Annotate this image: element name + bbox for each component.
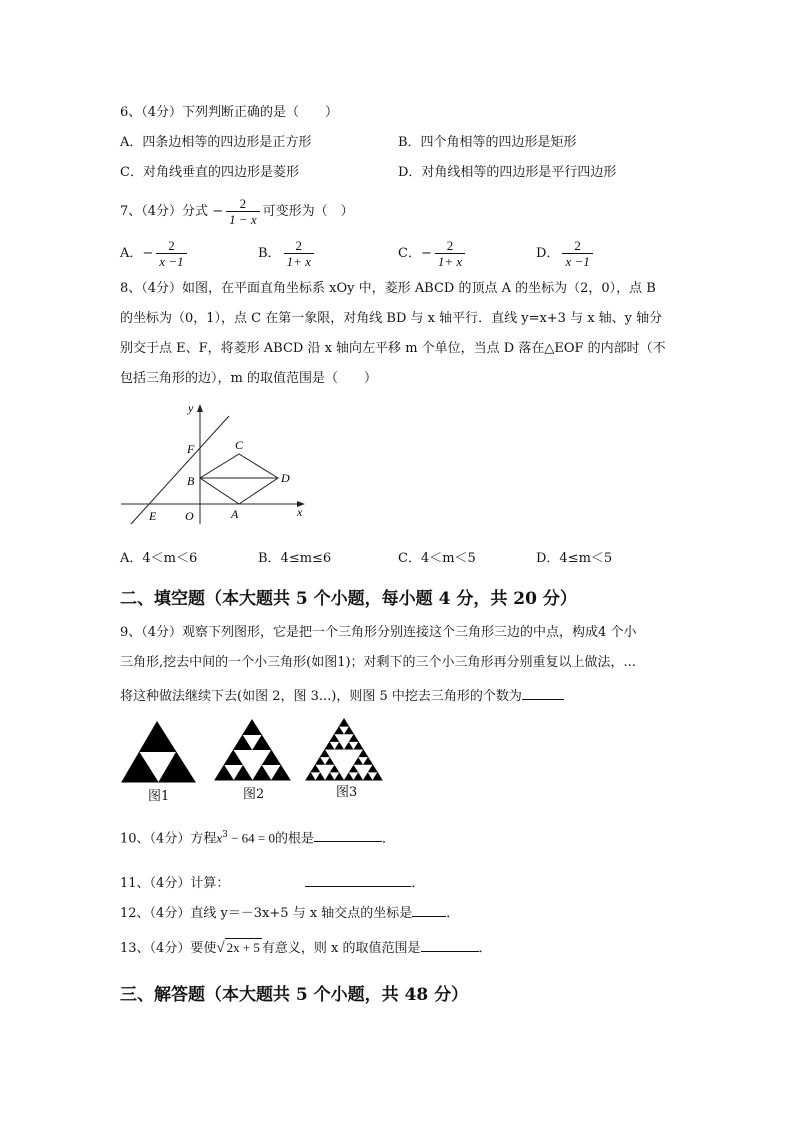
q12-answer-blank[interactable] bbox=[412, 903, 446, 917]
q10-eq-x: x bbox=[216, 830, 223, 846]
q7-option-b bbox=[258, 236, 317, 272]
q7-opt-a-num: 2 bbox=[156, 238, 186, 254]
q6-option-c: C．对角线垂直的四边形是菱形 bbox=[120, 165, 299, 180]
q10-post: 的根是 bbox=[275, 831, 315, 847]
q7-stem-pre: 7、（4分）分式 bbox=[120, 204, 209, 219]
q10-end: ． bbox=[382, 831, 396, 847]
label-a: A bbox=[231, 507, 239, 521]
q7-opt-a-sign: − bbox=[142, 246, 154, 261]
q11 bbox=[120, 873, 424, 893]
q10-eq-exp: 3 bbox=[222, 830, 228, 840]
q12 bbox=[120, 903, 459, 923]
q9-caption-1: 图1 bbox=[148, 789, 170, 804]
q13-answer-blank[interactable] bbox=[421, 938, 479, 952]
q7-stem-post: 可变形为（ ） bbox=[262, 204, 354, 219]
q7-stem-den: 1 − x bbox=[229, 212, 257, 227]
label-c: C bbox=[235, 438, 244, 452]
q11-pre: 11、（4分）计算： bbox=[120, 876, 230, 891]
q7-stem-num: 2 bbox=[226, 196, 260, 212]
q7-stem bbox=[120, 194, 354, 230]
line-efx bbox=[131, 416, 229, 524]
q7-opt-c-fraction bbox=[435, 238, 465, 269]
q7-opt-b-num: 2 bbox=[284, 238, 314, 254]
q7-stem-fraction bbox=[226, 196, 260, 227]
section-3-heading: 三、解答题（本大题共 5 个小题，共 48 分） bbox=[120, 985, 469, 1005]
q13 bbox=[120, 938, 492, 958]
q7-opt-d-label: D． bbox=[536, 246, 560, 261]
y-axis-arrow-icon bbox=[197, 404, 203, 412]
q9-line-3-text: 将这种做法继续下去(如图 2，图 3...)，则图 5 中挖去三角形的个数为 bbox=[120, 689, 522, 704]
q8-figure bbox=[115, 398, 315, 528]
label-f: F bbox=[187, 442, 195, 456]
q13-radicand: 2x + 5 bbox=[226, 940, 260, 955]
q10-eq-rest: − 64 = 0 bbox=[227, 830, 276, 846]
q12-text: 12、（4分）直线 y＝－3x+5 与 x 轴交点的坐标是 bbox=[120, 906, 413, 921]
q9-caption-2: 图2 bbox=[243, 787, 265, 802]
q7-opt-b-label: B． bbox=[258, 246, 281, 261]
q7-option-c bbox=[398, 236, 468, 272]
q7-option-d bbox=[536, 236, 596, 272]
q7-opt-c-sign: − bbox=[420, 246, 432, 261]
sqrt-icon: √ bbox=[216, 940, 225, 956]
label-o: O bbox=[185, 509, 194, 523]
q11-end: ． bbox=[411, 876, 425, 891]
q6-option-b: B．四个角相等的四边形是矩形 bbox=[398, 135, 577, 150]
q8-option-a: A．4＜m＜6 bbox=[120, 551, 198, 566]
q7-opt-c-den: 1+ x bbox=[437, 254, 463, 269]
q7-opt-a-label: A． bbox=[120, 246, 143, 261]
label-e: E bbox=[149, 509, 157, 523]
q13-pre: 13、（4分）要使 bbox=[120, 941, 217, 956]
q9-caption-3: 图3 bbox=[336, 785, 358, 800]
rhombus-abcd bbox=[200, 454, 278, 504]
sierpinski-figure-3 bbox=[306, 719, 382, 780]
q13-end: ． bbox=[478, 941, 492, 956]
q9-line-2: 三角形,挖去中间的一个小三角形(如图1)；对剩下的三个小三角形再分别重复以上做法，... bbox=[120, 655, 636, 670]
label-b: B bbox=[187, 474, 195, 488]
label-d: D bbox=[281, 471, 290, 485]
q8-option-c: C．4＜m＜5 bbox=[398, 551, 476, 566]
sierpinski-figure-2 bbox=[215, 720, 290, 780]
q10-answer-blank[interactable] bbox=[314, 828, 382, 842]
q7-opt-d-fraction bbox=[562, 238, 592, 269]
section-2-heading: 二、填空题（本大题共 5 个小题，每小题 4 分，共 20 分） bbox=[120, 589, 577, 609]
q8-option-d: D．4≤m＜5 bbox=[536, 551, 613, 566]
q7-opt-a-fraction bbox=[156, 238, 186, 269]
q6-stem: 6、（4分）下列判断正确的是（ ） bbox=[120, 105, 339, 120]
q8-line-2: 的坐标为（0，1），点 C 在第一象限，对角线 BD 与 x 轴平行．直线 y=x+3 与 x 轴、y 轴分 bbox=[120, 311, 663, 326]
q6-option-a: A．四条边相等的四边形是正方形 bbox=[120, 135, 312, 150]
q10 bbox=[120, 826, 395, 848]
sierpinski-figure-1 bbox=[122, 722, 195, 782]
q7-opt-b-fraction bbox=[284, 238, 314, 269]
label-x: x bbox=[297, 505, 303, 519]
q8-line-4: 包括三角形的边），m 的取值范围是（ ） bbox=[120, 371, 377, 386]
q7-opt-a-den: x −1 bbox=[159, 254, 184, 269]
q7-stem-sign: − bbox=[212, 204, 224, 219]
q7-opt-b-den: 1+ x bbox=[286, 254, 311, 269]
q12-end: ． bbox=[446, 906, 460, 921]
q8-option-b: B．4≤m≤6 bbox=[258, 551, 332, 566]
q7-option-a bbox=[120, 236, 190, 272]
q11-answer-blank[interactable] bbox=[305, 873, 411, 887]
q9-answer-blank[interactable] bbox=[522, 686, 564, 700]
label-y: y bbox=[188, 401, 194, 415]
q7-opt-c-num: 2 bbox=[435, 238, 465, 254]
q9-line-1: 9、（4分）观察下列图形，它是把一个三角形分别连接这个三角形三边的中点，构成4 个小 bbox=[120, 625, 637, 640]
q7-opt-d-num: 2 bbox=[562, 238, 592, 254]
q9-line-3 bbox=[120, 686, 564, 706]
q13-post: 有意义，则 x 的取值范围是 bbox=[261, 941, 421, 956]
q8-line-3: 别交于点 E、F，将菱形 ABCD 沿 x 轴向左平移 m 个单位，当点 D 落在△EOF 的内部时（不 bbox=[120, 341, 666, 356]
q7-opt-d-den: x −1 bbox=[565, 254, 590, 269]
q6-option-d: D．对角线相等的四边形是平行四边形 bbox=[398, 165, 617, 180]
q10-pre: 10、（4分）方程 bbox=[120, 831, 217, 847]
q7-opt-c-label: C． bbox=[398, 246, 421, 261]
q8-line-1: 8、（4分）如图，在平面直角坐标系 xOy 中，菱形 ABCD 的顶点 A 的坐标为（2，0），点 B bbox=[120, 281, 656, 296]
